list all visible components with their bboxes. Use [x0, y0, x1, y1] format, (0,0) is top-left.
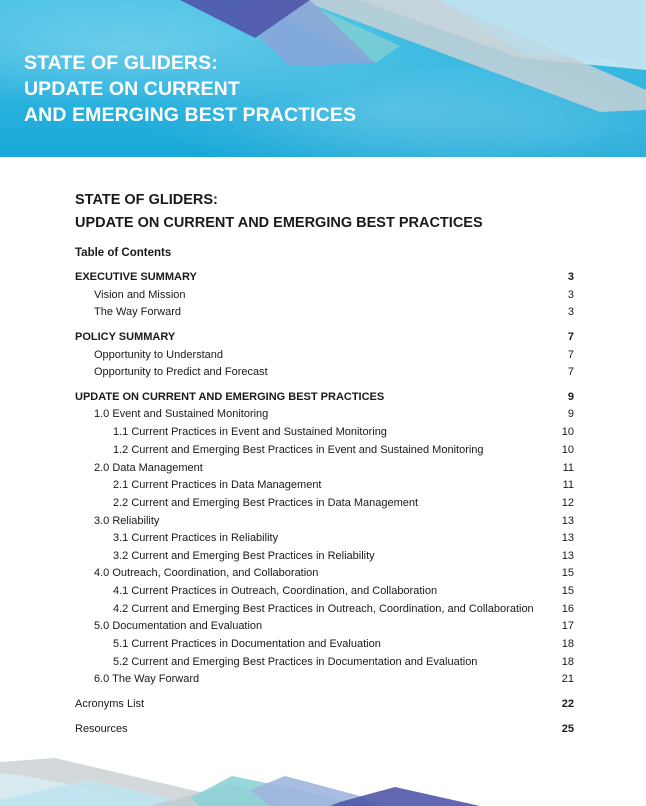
toc-entry-page-number: 25 — [561, 722, 574, 735]
toc-entry-page-number: 13 — [561, 549, 574, 562]
toc-heading: Table of Contents — [75, 247, 172, 259]
toc-entry-label[interactable]: Opportunity to Understand — [94, 348, 224, 361]
toc-entry-page-number: 15 — [561, 566, 574, 579]
banner-title-line: STATE OF GLIDERS: — [24, 52, 218, 74]
header-banner — [0, 0, 646, 157]
document-title — [75, 189, 483, 235]
toc-entry-label[interactable]: 3.0 Reliability — [94, 514, 160, 527]
toc-entry[interactable] — [75, 547, 574, 564]
toc-entry[interactable] — [75, 405, 574, 422]
toc-entry-label[interactable]: 3.1 Current Practices in Reliability — [113, 531, 279, 544]
toc-entry-page-number: 3 — [567, 305, 574, 318]
toc-entry[interactable] — [75, 720, 574, 737]
toc-entry[interactable] — [75, 268, 574, 285]
toc-entry-page-number: 16 — [561, 602, 574, 615]
toc-entry-label[interactable]: 1.2 Current and Emerging Best Practices in Event and Sustained Monitoring — [113, 443, 484, 456]
toc-entry-label[interactable]: 5.0 Documentation and Evaluation — [94, 619, 263, 632]
toc-entry-label[interactable]: 1.0 Event and Sustained Monitoring — [94, 407, 269, 420]
toc-entry-label[interactable]: 5.2 Current and Emerging Best Practices in Documentation and Evaluation — [113, 655, 478, 668]
toc-entry-page-number: 15 — [561, 584, 574, 597]
toc-entry[interactable] — [75, 653, 574, 670]
toc-entry[interactable] — [75, 423, 574, 440]
banner-title-line: AND EMERGING BEST PRACTICES — [24, 104, 357, 126]
toc-entry-label[interactable]: Resources — [75, 722, 128, 735]
toc-entry-label[interactable]: Opportunity to Predict and Forecast — [94, 365, 268, 378]
toc-entry-label[interactable]: UPDATE ON CURRENT AND EMERGING BEST PRACTICES — [75, 390, 385, 403]
toc-entry-page-number: 7 — [567, 330, 574, 343]
toc-entry-page-number: 9 — [567, 390, 574, 403]
toc-entry-page-number: 18 — [561, 637, 574, 650]
toc-entry[interactable] — [75, 635, 574, 652]
toc-entry-page-number: 18 — [561, 655, 574, 668]
toc-entry-label[interactable]: 2.1 Current Practices in Data Management — [113, 478, 322, 491]
document-title-line: UPDATE ON CURRENT AND EMERGING BEST PRACTICES — [75, 215, 483, 231]
toc-entry-label[interactable]: EXECUTIVE SUMMARY — [75, 270, 197, 283]
toc-entry[interactable] — [75, 695, 574, 712]
toc-entry[interactable] — [75, 363, 574, 380]
toc-entry-page-number: 12 — [561, 496, 574, 509]
toc-entry[interactable] — [75, 328, 574, 345]
toc-entry-label[interactable]: The Way Forward — [94, 305, 182, 318]
toc-entry-page-number: 13 — [561, 531, 574, 544]
toc-entry-page-number: 9 — [567, 407, 574, 420]
toc-entry-label[interactable]: 4.0 Outreach, Coordination, and Collaboration — [94, 566, 319, 579]
toc-entry-page-number: 3 — [567, 288, 574, 301]
toc-entry[interactable] — [75, 286, 574, 303]
toc-entry[interactable] — [75, 582, 574, 599]
toc-entry-label[interactable]: 4.1 Current Practices in Outreach, Coordination, and Collaboration — [113, 584, 438, 597]
banner-title — [24, 50, 356, 128]
toc-entry-label[interactable]: 1.1 Current Practices in Event and Sustained Monitoring — [113, 425, 387, 438]
toc-entry[interactable] — [75, 346, 574, 363]
toc-entry[interactable] — [75, 476, 574, 493]
toc-entry-page-number: 3 — [567, 270, 574, 283]
toc-entry-label[interactable]: 2.2 Current and Emerging Best Practices in Data Management — [113, 496, 419, 509]
toc-entry[interactable] — [75, 564, 574, 581]
toc-entry[interactable] — [75, 459, 574, 476]
toc-entry-page-number: 7 — [567, 348, 574, 361]
toc-entry-page-number: 17 — [561, 619, 574, 632]
toc-entry[interactable] — [75, 617, 574, 634]
footer-decorative-shapes — [0, 740, 646, 806]
toc-entry-page-number: 22 — [561, 697, 574, 710]
toc-entry-page-number: 11 — [562, 478, 574, 491]
toc-entry[interactable] — [75, 388, 574, 405]
toc-entry-page-number: 10 — [561, 443, 574, 456]
toc-entry-page-number: 11 — [562, 461, 574, 474]
toc-entry-label[interactable]: Vision and Mission — [94, 288, 186, 301]
toc-entry-label[interactable]: Acronyms List — [75, 697, 145, 710]
toc-entry-label[interactable]: 5.1 Current Practices in Documentation and Evaluation — [113, 637, 381, 650]
toc-entry-label[interactable]: POLICY SUMMARY — [75, 330, 176, 343]
toc-entry-page-number: 10 — [561, 425, 574, 438]
toc-entry-page-number: 13 — [561, 514, 574, 527]
toc-entry[interactable] — [75, 303, 574, 320]
toc-entry[interactable] — [75, 441, 574, 458]
toc-entry[interactable] — [75, 529, 574, 546]
toc-entry[interactable] — [75, 512, 574, 529]
toc-entry-page-number: 21 — [561, 672, 574, 685]
toc-entry-page-number: 7 — [567, 365, 574, 378]
toc-entry[interactable] — [75, 670, 574, 687]
toc-entry-label[interactable]: 4.2 Current and Emerging Best Practices in Outreach, Coordination, and Collaboration — [113, 602, 534, 615]
toc-entry-label[interactable]: 2.0 Data Management — [94, 461, 203, 474]
toc-entry[interactable] — [75, 600, 574, 617]
banner-title-line: UPDATE ON CURRENT — [24, 78, 240, 100]
document-title-line: STATE OF GLIDERS: — [75, 192, 218, 208]
toc-entry-label[interactable]: 3.2 Current and Emerging Best Practices in Reliability — [113, 549, 375, 562]
toc-entry[interactable] — [75, 494, 574, 511]
toc-entry-label[interactable]: 6.0 The Way Forward — [94, 672, 200, 685]
